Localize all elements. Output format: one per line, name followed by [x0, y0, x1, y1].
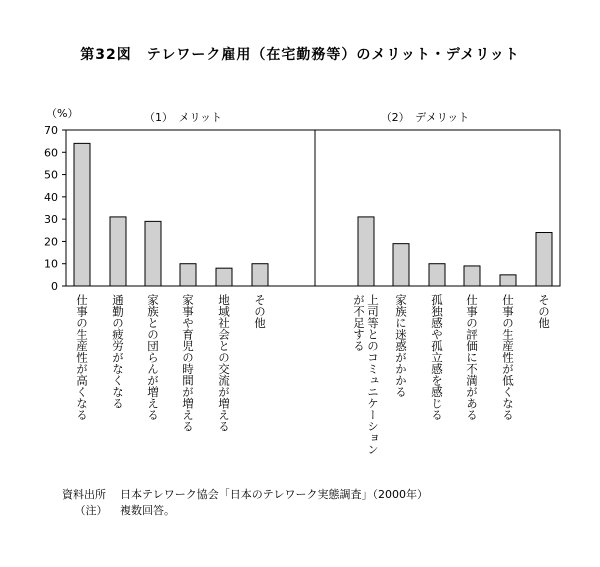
bar — [500, 275, 516, 286]
source-label: 資料出所 — [62, 488, 106, 501]
x-tick-label: 通勤の疲労がなくなる — [111, 294, 125, 409]
y-axis-label: （%） — [46, 107, 79, 120]
bar — [429, 264, 445, 286]
bar — [358, 217, 374, 286]
chart-title: 第32図 テレワーク雇用（在宅勤務等）のメリット・デメリット — [80, 47, 520, 63]
source-text: 日本テレワーク協会「日本のテレワーク実態調査」（2000年） — [120, 488, 429, 501]
y-tick-label: 30 — [44, 213, 58, 227]
bar — [393, 244, 409, 286]
x-tick-label: 家族との団らんが増える — [146, 294, 160, 421]
y-tick-label: 40 — [44, 190, 58, 204]
y-tick-label: 0 — [51, 280, 58, 293]
bar — [180, 264, 196, 286]
x-tick-label: 上司等とのコミュニケーション が不足する — [352, 294, 380, 455]
note-label: （注） — [74, 504, 108, 517]
bar — [110, 217, 126, 286]
x-tick-label: 地域社会との交流が増える — [217, 294, 231, 432]
chart-notes — [62, 487, 428, 519]
bar — [252, 264, 268, 286]
x-tick-label: 孤独感や孤立感を感じる — [430, 294, 444, 421]
note-text: 複数回答。 — [120, 504, 175, 517]
bar — [464, 266, 480, 286]
x-tick-label: その他 — [253, 294, 267, 329]
x-tick-label: 仕事の生産性が高くなる — [75, 294, 89, 421]
bar — [216, 268, 232, 286]
bar — [145, 221, 161, 286]
x-tick-label: その他 — [537, 294, 551, 329]
panel-title-demerit: （2） デメリット — [380, 111, 470, 124]
plot-frame — [66, 130, 560, 286]
y-tick-label: 50 — [44, 168, 58, 182]
x-tick-label: 家事や育児の時間が増える — [181, 294, 195, 432]
y-tick-label: 10 — [44, 257, 58, 271]
panel-title-merit: （1） メリット — [143, 111, 223, 124]
y-tick-label: 60 — [44, 146, 58, 160]
bar — [74, 143, 90, 286]
x-tick-label: 仕事の生産性が低くなる — [501, 294, 515, 421]
x-tick-label: 家族に迷惑がかかる — [394, 294, 408, 398]
bar — [536, 233, 552, 286]
y-tick-label: 70 — [44, 124, 58, 137]
x-tick-label: 仕事の評価に不満がある — [465, 294, 479, 421]
y-tick-label: 20 — [44, 235, 58, 249]
